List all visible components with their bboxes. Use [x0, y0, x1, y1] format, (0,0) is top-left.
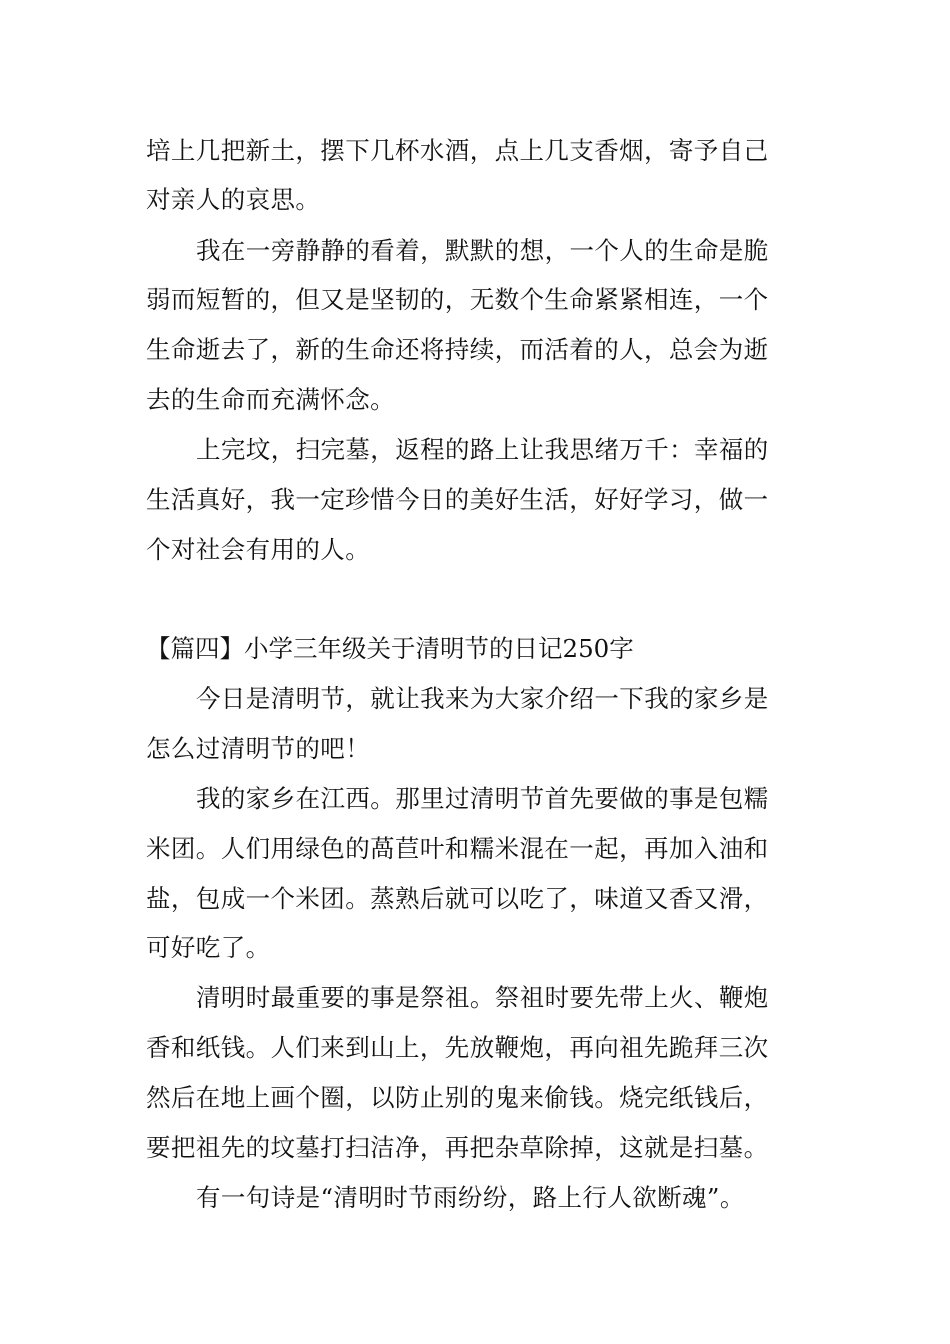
paragraph-line: 有一句诗是“清明时节雨纷纷，路上行人欲断魂”。: [196, 1183, 745, 1212]
paragraph-line: 今日是清明节，就让我来为大家介绍一下我的家乡是: [196, 684, 769, 713]
paragraph-line: 去的生命而充满怀念。: [146, 385, 395, 414]
paragraph-line: 生活真好，我一定珍惜今日的美好生活，好好学习，做一: [146, 485, 769, 514]
paragraph-line: 清明时最重要的事是祭祖。祭祖时要先带上火、鞭炮: [196, 983, 769, 1012]
paragraph-line: 我在一旁静静的看着，默默的想，一个人的生命是脆: [196, 236, 769, 265]
section-heading: 【篇四】小学三年级关于清明节的日记250字: [146, 634, 634, 663]
paragraph-line: 香和纸钱。人们来到山上，先放鞭炮，再向祖先跪拜三次: [146, 1033, 769, 1062]
paragraph-line: 培上几把新土，摆下几杯水酒，点上几支香烟，寄予自己: [146, 136, 769, 165]
paragraph-line: 生命逝去了，新的生命还将持续，而活着的人，总会为逝: [146, 335, 769, 364]
paragraph-line: 米团。人们用绿色的萵苣叶和糯米混在一起，再加入油和: [146, 834, 769, 863]
paragraph-line: 可好吃了。: [146, 933, 271, 962]
paragraph-line: 我的家乡在江西。那里过清明节首先要做的事是包糯: [196, 784, 769, 813]
paragraph-line: 然后在地上画个圈，以防止别的鬼来偷钱。烧完纸钱后，: [146, 1083, 769, 1112]
paragraph-line: 弱而短暂的，但又是坚韧的，无数个生命紧紧相连，一个: [146, 285, 769, 314]
paragraph-line: 盐，包成一个米团。蒸熟后就可以吃了，味道又香又滑，: [146, 884, 769, 913]
paragraph-line: 上完坟，扫完墓，返程的路上让我思绪万千：幸福的: [196, 435, 769, 464]
paragraph-line: 要把祖先的坟墓打扫洁净，再把杂草除掉，这就是扫墓。: [146, 1133, 769, 1162]
paragraph-line: 对亲人的哀思。: [146, 185, 321, 214]
paragraph-line: 怎么过清明节的吧！: [146, 734, 371, 763]
paragraph-line: 个对社会有用的人。: [146, 535, 371, 564]
